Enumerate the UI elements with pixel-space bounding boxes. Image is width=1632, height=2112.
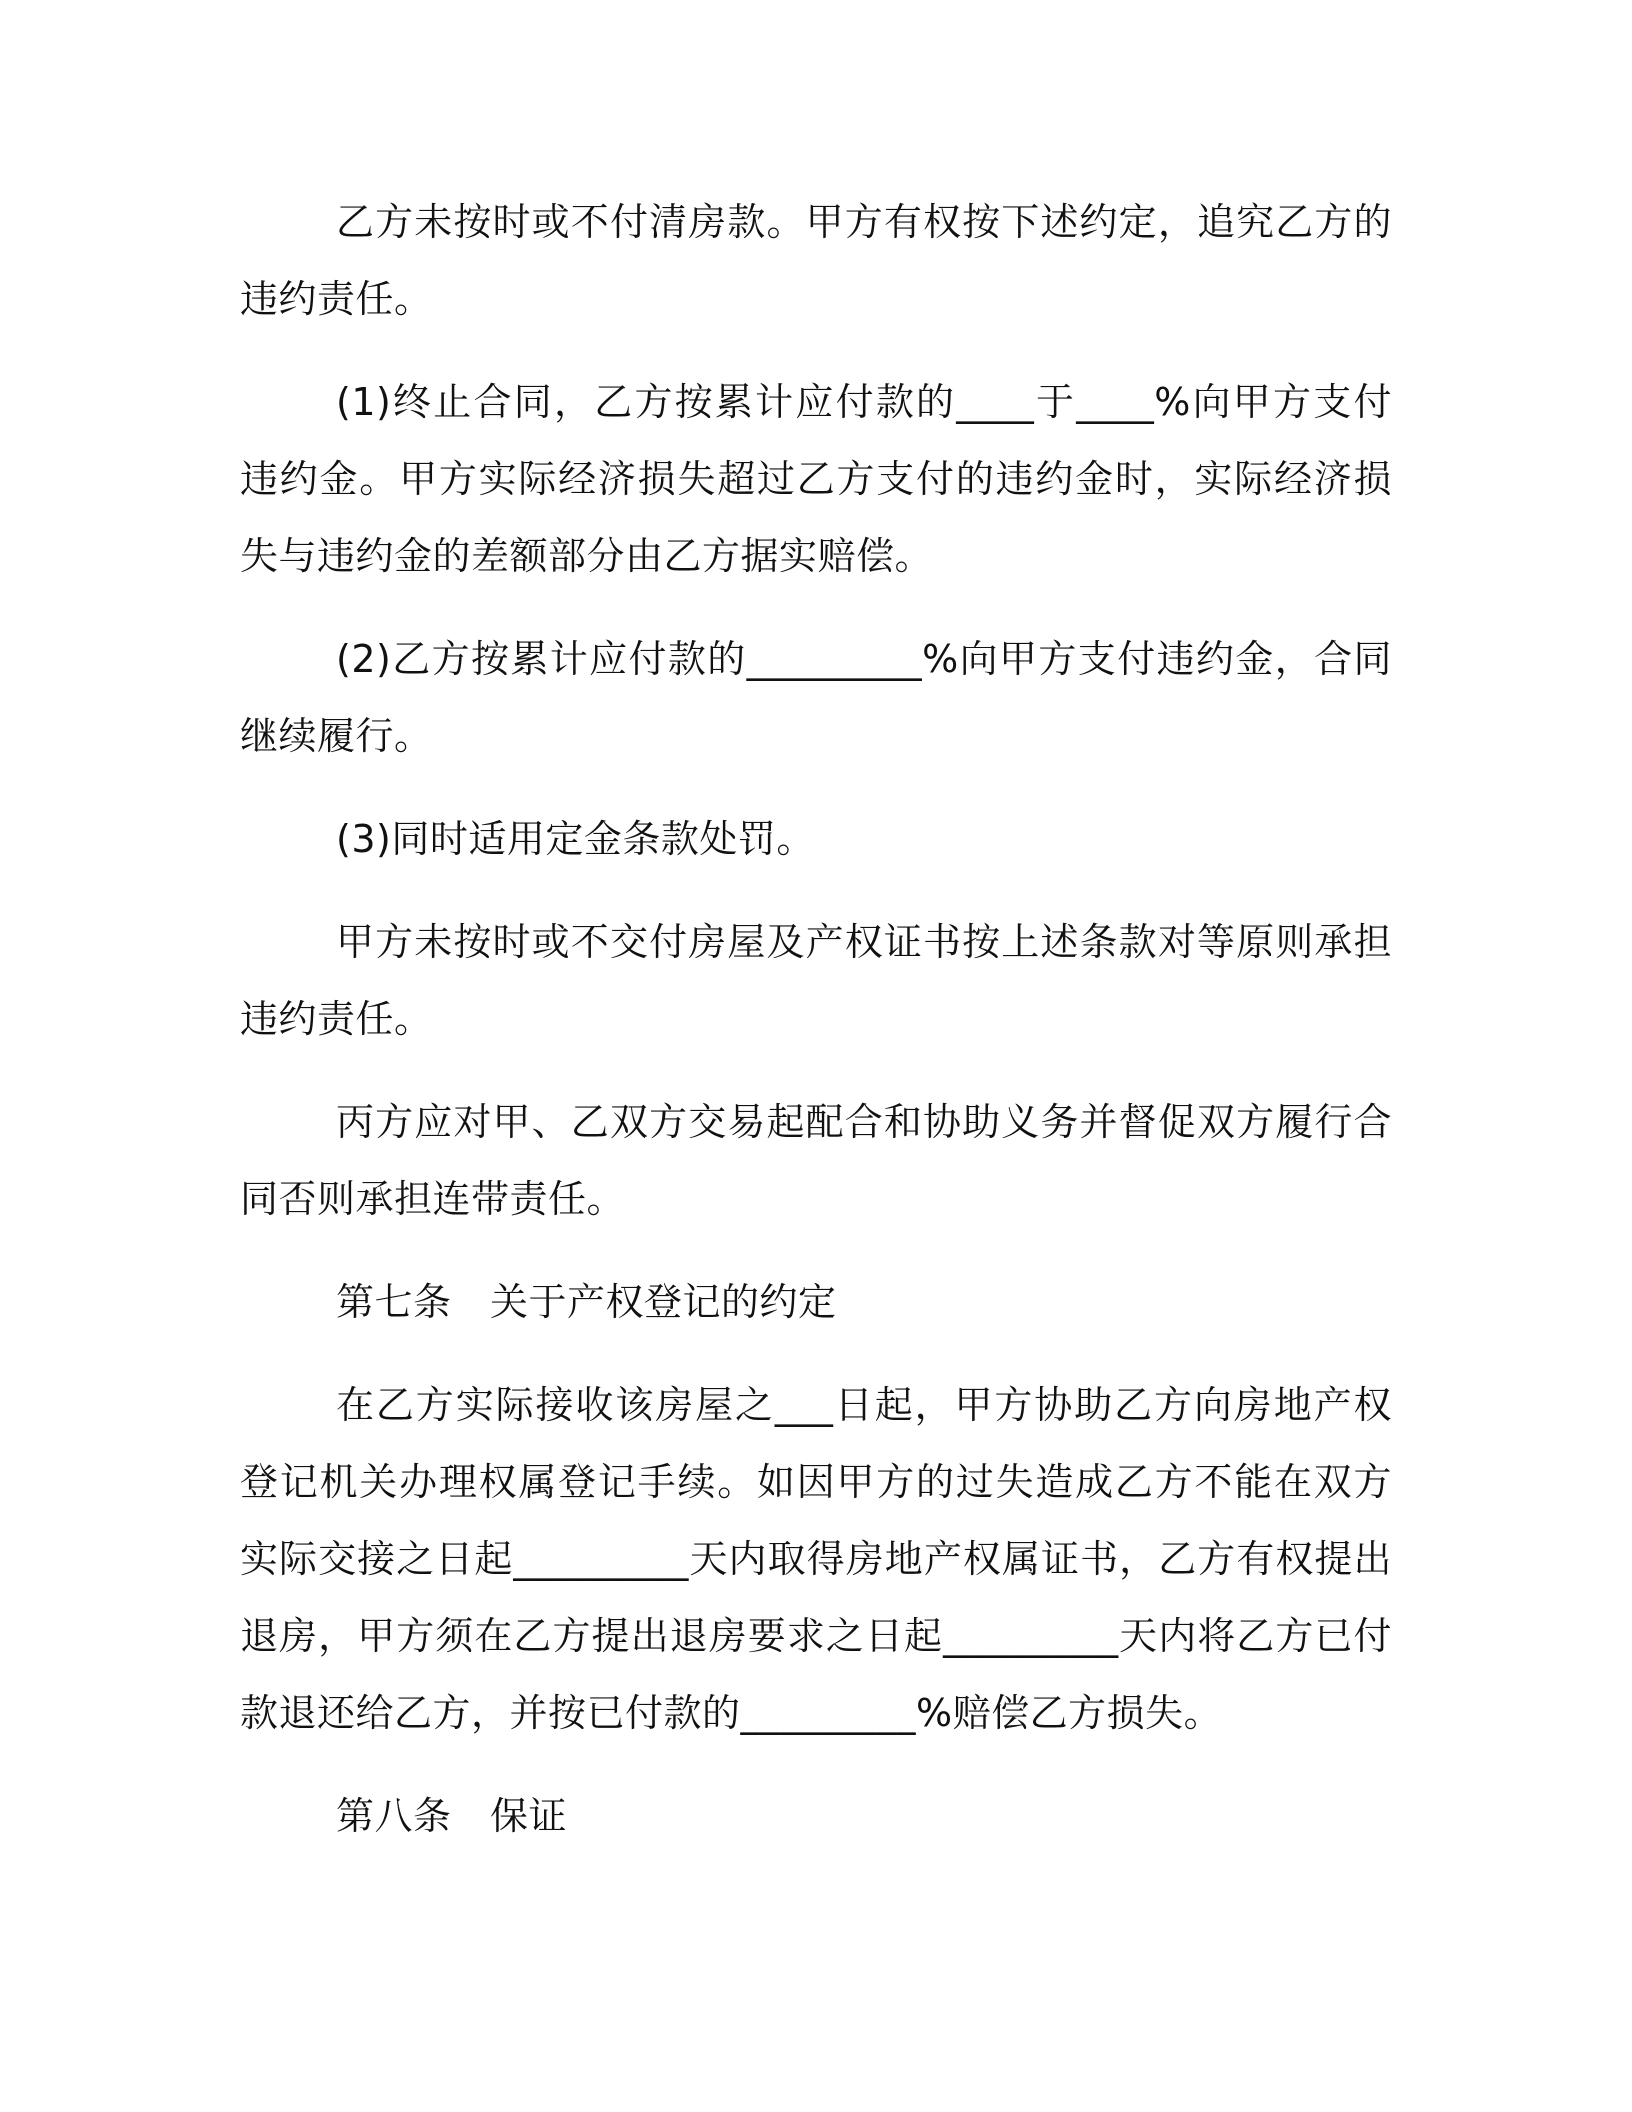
heading-article-8: 第八条 保证 bbox=[336, 1794, 568, 1838]
paragraph-clause-2-continue: (2)乙方按累计应付款的_________%向甲方支付违约金，合同继续履行。 bbox=[240, 637, 1392, 758]
heading-article-7: 第七条 关于产权登记的约定 bbox=[336, 1280, 837, 1324]
paragraph-clause-1-terminate: (1)终止合同，乙方按累计应付款的____于____%向甲方支付违约金。甲方实际经济损失超过乙方支付的违约金时，实际经济损失与违约金的差额部分由乙方据实赔偿。 bbox=[240, 380, 1392, 578]
document-body bbox=[240, 184, 1392, 1881]
paragraph-property-registration: 在乙方实际接收该房屋之___日起，甲方协助乙方向房地产权登记机关办理权属登记手续。如因甲方的过失造成乙方不能在双方实际交接之日起_________天内取得房地产权属证书，乙方有权提出退房，甲方须在乙方提出退房要求之日起_________天内将乙方已付款退还给乙方，并按已付款的_________%赔偿乙方损失。 bbox=[240, 1383, 1392, 1735]
paragraph-buyer-payment-default: 乙方未按时或不付清房款。甲方有权按下述约定，追究乙方的违约责任。 bbox=[240, 200, 1392, 321]
paragraph-party-c-duty: 丙方应对甲、乙双方交易起配合和协助义务并督促双方履行合同否则承担连带责任。 bbox=[240, 1100, 1392, 1221]
paragraph-seller-default: 甲方未按时或不交付房屋及产权证书按上述条款对等原则承担违约责任。 bbox=[240, 920, 1392, 1041]
paragraph-clause-3-deposit: (3)同时适用定金条款处罚。 bbox=[336, 817, 815, 861]
